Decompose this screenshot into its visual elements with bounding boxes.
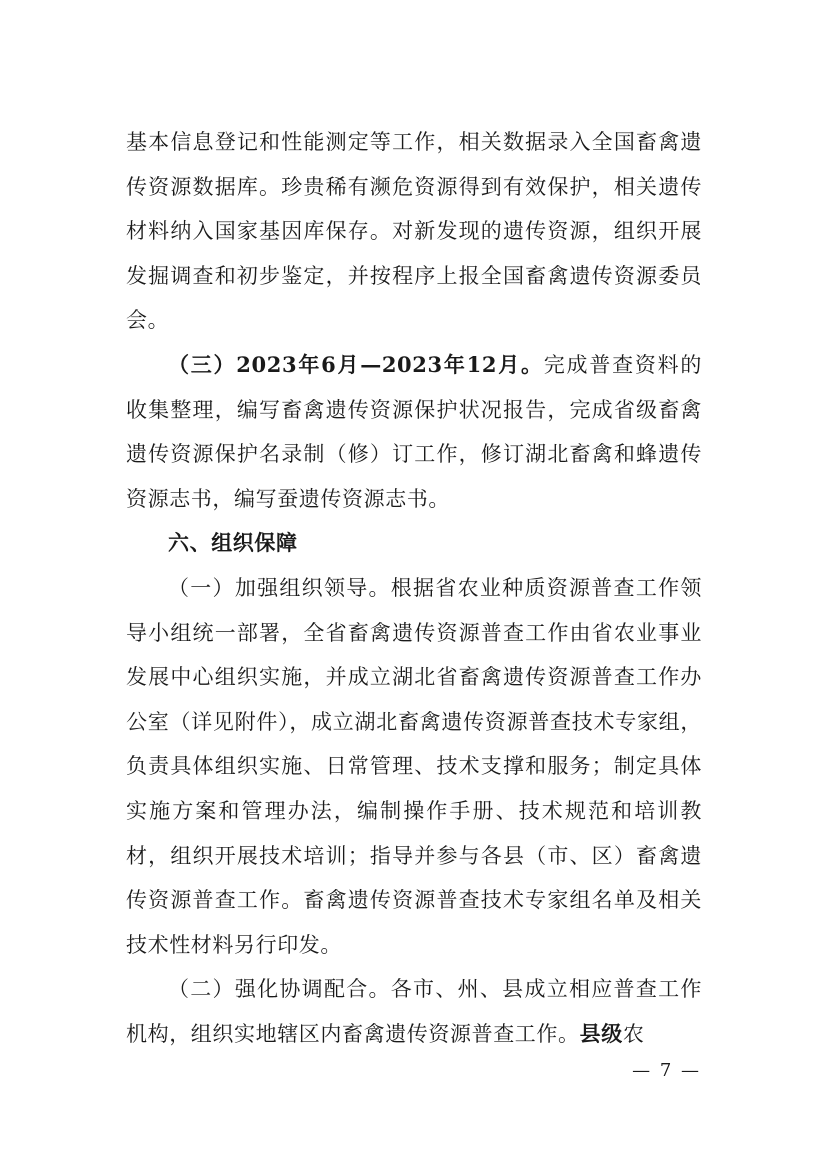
- document-body: [126, 120, 702, 1056]
- page-number: — 7 —: [632, 1060, 701, 1081]
- phase-three-title: （三）2023年6月—2023年12月。: [168, 351, 544, 377]
- section-heading-organization: 六、组织保障: [168, 531, 298, 556]
- coordination-tail: 农: [622, 1021, 645, 1046]
- coordination-bold-text: 县级: [579, 1020, 623, 1046]
- coordination-body: （二）强化协调配合。各市、州、县成立相应普查工作机构，组织实地辖区内畜禽遗传资源普查工作。: [126, 977, 702, 1046]
- paragraph-leadership: （一）加强组织领导。根据省农业种质资源普查工作领导小组统一部署，全省畜禽遗传资源普查工作由省农业事业发展中心组织实施，并成立湖北省畜禽遗传资源普查工作办公室（详见附件），成立湖北畜禽遗传资源普查技术专家组，负责具体组织实施、日常管理、技术支撑和服务；制定具体实施方案和管理办法，编制操作手册、技术规范和培训教材，组织开展技术培训；指导并参与各县（市、区）畜禽遗传资源普查工作。畜禽遗传资源普查技术专家组名单及相关技术性材料另行印发。: [126, 575, 702, 957]
- paragraph-survey-results: 基本信息登记和性能测定等工作，相关数据录入全国畜禽遗传资源数据库。珍贵稀有濒危资源得到有效保护，相关遗传材料纳入国家基因库保存。对新发现的遗传资源，组织开展发掘调查和初步鉴定，并按程序上报全国畜禽遗传资源委员会。: [126, 130, 702, 333]
- paragraph-coordination: [126, 967, 702, 1056]
- paragraph-phase-three: [126, 343, 702, 521]
- phase-three-body: 完成普查资料的收集整理，编写畜禽遗传资源保护状况报告，完成省级畜禽遗传资源保护名录制（修）订工作，修订湖北畜禽和蜂遗传资源志书，编写蚕遗传资源志书。: [126, 352, 703, 511]
